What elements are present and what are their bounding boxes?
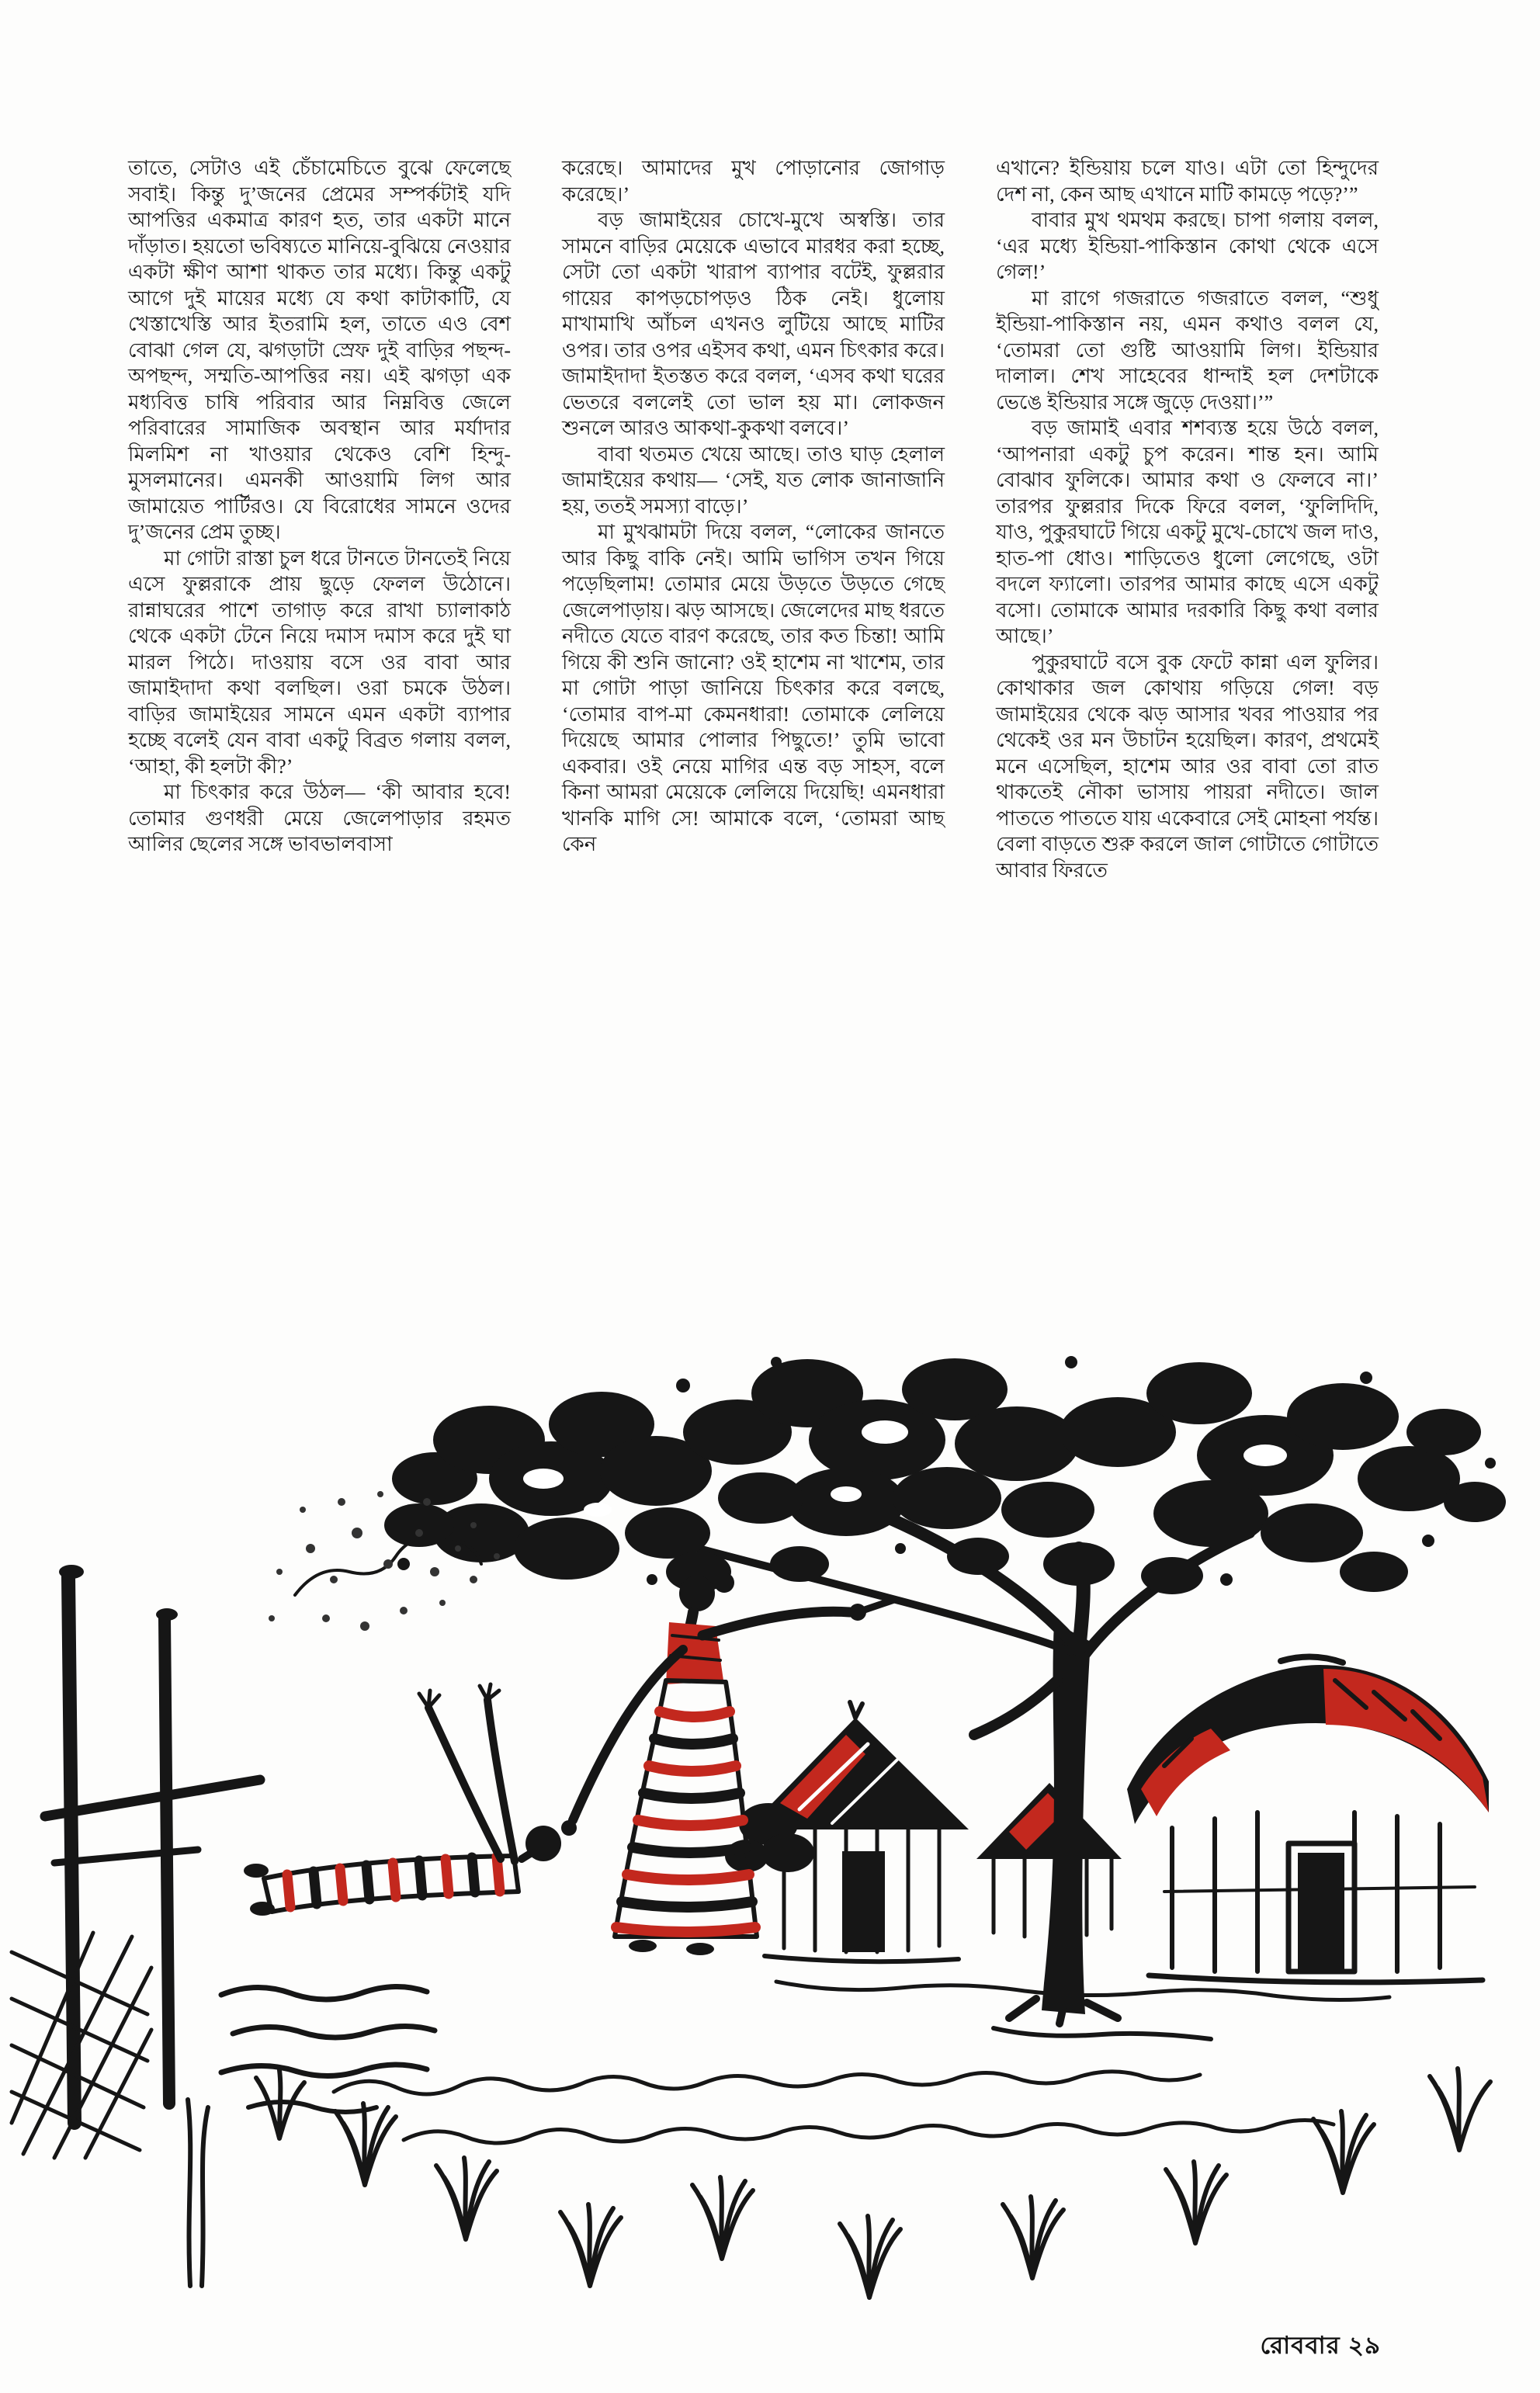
page-number: ২৯: [1348, 2332, 1381, 2359]
paragraph: তাতে, সেটাও এই চেঁচামেচিতে বুঝে ফেলেছে সবাই। কিন্তু দু’জনের প্রেমের সম্পর্কটাই যদি আপত্তির একমাত্র কারণ হত, তার একটা মানে দাঁড়াত। হয়তো ভবিষ্যতে মানিয়ে-বুঝিয়ে নেওয়ার একটা ক্ষীণ আশা থাকত তার মধ্যে। কিন্তু একটু আগে দুই মায়ের মধ্যে যে কথা কাটাকাটি, যে খেস্তাখেস্তি আর ইতরামি হল, তাতে এও বেশ বোঝা গেল যে, ঝগড়াটা স্রেফ দুই বাড়ির পছন্দ-অপছন্দ, সম্মতি-আপত্তির নয়। এই ঝগড়া এক মধ্যবিত্ত চাষি পরিবার আর নিম্নবিত্ত জেলে পরিবারের সামাজিক অবস্থান আর মর্যাদার মিলমিশ না খাওয়ার থেকেও বেশি হিন্দু-মুসলমানের। এমনকী আওয়ামি লিগ আর জামায়েত পার্টিরও। যে বিরোধের সামনে ওদের দু’জনের প্রেম তুচ্ছ।: [128, 157, 511, 543]
text-column-2: [562, 155, 945, 883]
water-ripples: [221, 1986, 435, 2112]
text-column-3: [996, 155, 1379, 883]
fallen-figure: [244, 1684, 561, 1916]
paragraph: পুকুরঘাটে বসে বুক ফেটে কান্না এল ফুলির। কোথাকার জল কোথায় গড়িয়ে গেল! বড় জামাইয়ের থেকে ঝড় আসার খবর পাওয়ার পর থেকেই ওর মন উচাটন হয়েছিল। কারণ, প্রথমেই মনে এসেছিল, হাশেম আর ওর বাবা তো রাত থাকতেই নৌকা ভাসায় পায়রা নদীতে। জাল পাততে পাততে যায় একেবারে সেই মোহনা পর্যন্ত। বেলা বাড়তে শুরু করলে জাল গোটাতে গোটাতে আবার ফিরতে: [996, 650, 1379, 882]
paragraph: করেছে। আমাদের মুখ পোড়ানোর জোগাড় করেছে।’: [562, 157, 945, 206]
page-footer: [1253, 2327, 1381, 2367]
paragraph: মা চিৎকার করে উঠল— ‘কী আবার হবে! তোমার গুণধরী মেয়ে জেলেপাড়ার রহমত আলির ছেলের সঙ্গে ভাবভালবাসা: [128, 781, 511, 855]
grass: [256, 2069, 1490, 2298]
story-illustration: [0, 1316, 1540, 2360]
paragraph: বড় জামাই এবার শশব্যস্ত হয়ে উঠে বলল, ‘আপনারা একটু চুপ করেন। শান্ত হন। আমি বোঝাব ফুলিকে। আমার কথা ও ফেলবে না।’ তারপর ফুল্লরার দিকে ফিরে বলল, ‘ফুলিদিদি, যাও, পুকুরঘাটে গিয়ে একটু মুখে-চোখে জল দাও, হাত-পা ধোও। শাড়িতেও ধুলো লেগেছে, ওটা বদলে ফ্যালো। তারপর আমার কাছে এসে একটু বসো। তোমাকে আমার দরকারি কিছু কথা বলার আছে।’: [996, 417, 1379, 647]
paragraph: মা গোটা রাস্তা চুল ধরে টানতে টানতেই নিয়ে এসে ফুল্লরাকে প্রায় ছুড়ে ফেলল উঠোনে। রান্নাঘরের পাশে তাগাড় করে রাখা চ্যালাকাঠ থেকে একটা টেনে নিয়ে দমাস দমাস করে দুই ঘা মারল পিঠে। দাওয়ায় বসে ওর বাবা আর জামাইদাদা কথা বলছিল। ওরা চমকে উঠল। বাড়ির জামাইয়ের সামনে এমন একটা ব্যাপার হচ্ছে বলেই যেন বাবা একটু বিব্রত গলায় বলল, ‘আহা, কী হলটা কী?’: [128, 546, 511, 778]
paragraph: মা রাগে গজরাতে গজরাতে বলল, “শুধু ইন্ডিয়া-পাকিস্তান নয়, এমন কথাও বলল যে, ‘তোমরা তো গুষ্টি আওয়ামি লিগ। ইন্ডিয়ার দালাল। শেখ সাহেবের ধান্দাই হল দেশটাকে ভেঙে ইন্ডিয়ার সঙ্গে জুড়ে দেওয়া।’”: [996, 286, 1379, 414]
hut-behind-tree: [976, 1783, 1122, 1937]
paragraph: এখানে? ইন্ডিয়ায় চলে যাও। এটা তো হিন্দুদের দেশ না, কেন আছ এখানে মাটি কামড়ে পড়ে?’”: [996, 157, 1379, 206]
paragraph: বড় জামাইয়ের চোখে-মুখে অস্বস্তি। তার সামনে বাড়ির মেয়েকে এভাবে মারধর করা হচ্ছে, সেটা তো একটা খারাপ ব্যাপার বটেই, ফুল্লরার গায়ের কাপড়চোপড়ও ঠিক নেই। ধুলোয় মাখামাখি আঁচল এখনও লুটিয়ে আছে মাটির ওপর। তার ওপর এইসব কথা, এমন চিৎকার করে। জামাইদাদা ইতস্তত করে বলল, ‘এসব কথা ঘরের ভেতরে বললেই তো ভাল হয় মা। লোকজন শুনলে আরও আকথা-কুকথা বলবে।’: [562, 209, 945, 439]
magazine-name: রোববার: [1260, 2332, 1341, 2359]
fence: [12, 1565, 260, 2286]
text-column-1: [128, 155, 511, 883]
text-columns: [128, 155, 1379, 883]
paragraph: বাবা থতমত খেয়ে আছে। তাও ঘাড় হেলাল জামাইয়ের কথায়— ‘সেই, যত লোক জানাজানি হয়, ততই সমস্যা বাড়ে।’: [562, 442, 945, 518]
paragraph: মা মুখঝামটা দিয়ে বলল, “লোকের জানতে আর কিছু বাকি নেই। আমি ভাগিস তখন গিয়ে পড়েছিলাম! তোমার মেয়ে উড়তে উড়তে গেছে জেলেপাড়ায়। ঝড় আসছে। জেলেদের মাছ ধরতে নদীতে যেতে বারণ করেছে, তার কত চিন্তা! আমি গিয়ে কী শুনি জানো? ওই হাশেম না খাশেম, তার মা গোটা পাড়া জানিয়ে চিৎকার করে বলছে, ‘তোমার বাপ-মা কেমনধারা! তোমাকে লেলিয়ে দিয়েছে আমার পোলার পিছুতে!’ তুমি ভাবো একবার। ওই নেয়ে মাগির এন্ত বড় সাহস, বলে কিনা আমরা মেয়েকে লেলিয়ে দিয়েছি! এমনধারা খানকি মাগি সে! আমাকে বলে, ‘তোমরা আছ কেন: [562, 521, 945, 855]
paragraph: বাবার মুখ থমথম করছে। চাপা গলায় বলল, ‘এর মধ্যে ইন্ডিয়া-পাকিস্তান কোথা থেকে এসে গেল!’: [996, 209, 1379, 283]
